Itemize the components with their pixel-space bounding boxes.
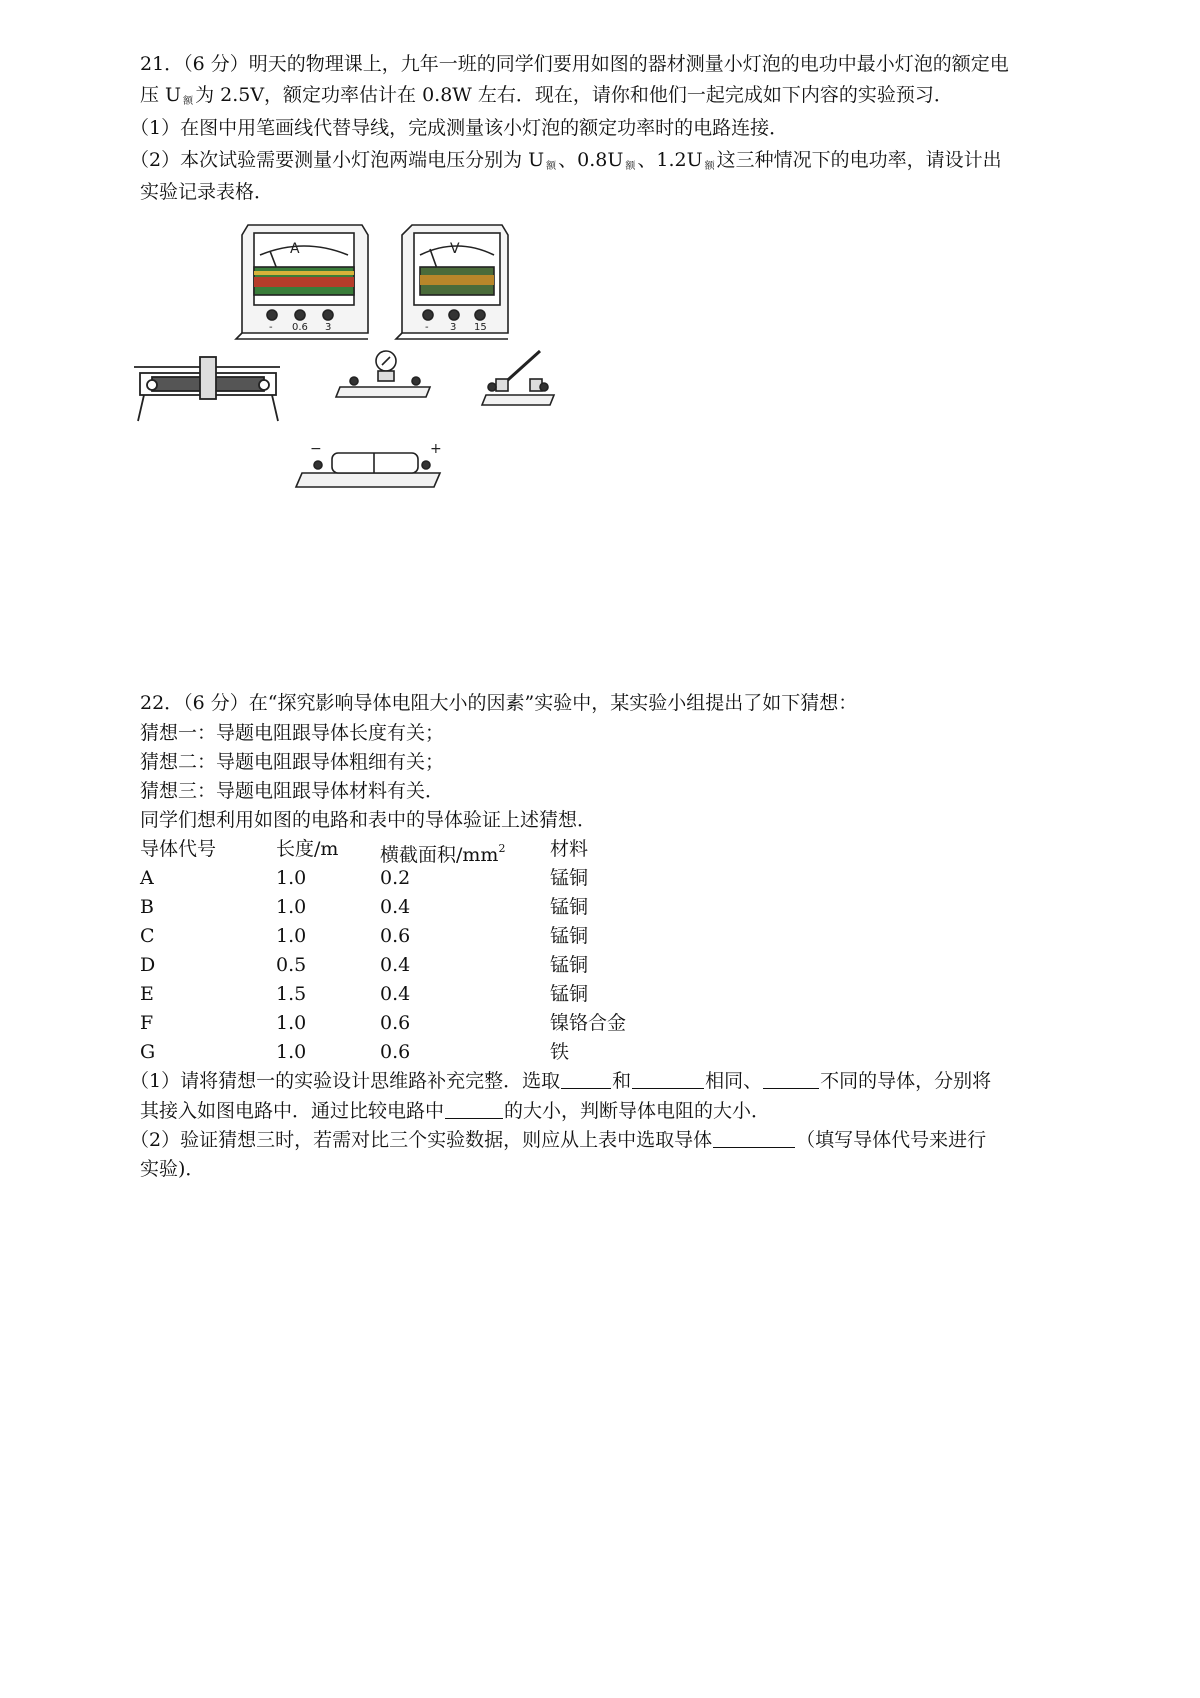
- q22-sub1: [130, 1069, 991, 1093]
- cell-length: 1.5: [276, 983, 307, 1005]
- cell-area: 0.4: [380, 954, 411, 976]
- q22-sub1-d: 不同的导体，分别将: [820, 1070, 992, 1092]
- subscript-rated: 额: [704, 161, 715, 172]
- subscript-rated: 额: [183, 96, 194, 107]
- q21-item1: （1）在图中用笔画线代替导线，完成测量该小灯泡的额定功率时的电路连接．: [130, 117, 789, 139]
- q21-line2: [140, 83, 953, 114]
- q21-item2-d: 这三种情况下的电功率，请设计出: [716, 149, 1002, 171]
- cell-length: 1.0: [276, 896, 307, 918]
- q22-sub1-b: 和: [612, 1070, 632, 1092]
- cell-material: 铁: [550, 1041, 570, 1063]
- q22-sub2-b: （填写导体代号来进行: [796, 1129, 987, 1151]
- header-area-superscript: 2: [498, 842, 506, 855]
- q22-sub2-a: （2）验证猜想三时，若需对比三个实验数据，则应从上表中选取导体: [130, 1129, 713, 1151]
- q22-sub1-c: 相同、: [705, 1070, 763, 1092]
- q21-item2-c: 、1.2U: [637, 149, 703, 171]
- cell-material: 锰铜: [550, 954, 589, 976]
- cell-code: C: [140, 925, 155, 947]
- table-row: [140, 924, 840, 948]
- q22-sub2-line2: 实验)．: [140, 1158, 205, 1180]
- q21-item2: [130, 148, 1002, 179]
- apparatus-figure: [130, 215, 610, 515]
- cell-code: D: [140, 954, 156, 976]
- battery-plus: +: [430, 441, 442, 457]
- voltmeter-terminal-15: 15: [474, 322, 487, 333]
- cell-code: F: [140, 1012, 154, 1034]
- q21-item2-a: （2）本次试验需要测量小灯泡两端电压分别为 U: [130, 149, 545, 171]
- battery-minus: −: [310, 441, 322, 457]
- cell-length: 1.0: [276, 1041, 307, 1063]
- q22-guess1: 猜想一：导题电阻跟导体长度有关；: [140, 722, 445, 744]
- q22-guess3: 猜想三：导题电阻跟导体材料有关．: [140, 780, 445, 802]
- knife-switch: [482, 351, 554, 405]
- cell-area: 0.2: [380, 867, 411, 889]
- cell-code: A: [140, 867, 154, 889]
- q22-sub1-line2: [140, 1099, 770, 1123]
- answer-blank-4[interactable]: [445, 1100, 503, 1119]
- q22-sub1-line2-b: 的大小，判断导体电阻的大小．: [504, 1100, 771, 1122]
- cell-code: G: [140, 1041, 156, 1063]
- cell-code: E: [140, 983, 154, 1005]
- answer-blank-5[interactable]: [713, 1129, 795, 1148]
- voltmeter-symbol: V: [450, 241, 460, 257]
- voltmeter-terminal-3: 3: [450, 322, 457, 333]
- ammeter-terminal-06: 0.6: [292, 322, 308, 333]
- voltmeter-terminal-neg: -: [425, 322, 429, 333]
- table-row: [140, 895, 840, 919]
- header-code: 导体代号: [140, 838, 217, 860]
- cell-material: 镍铬合金: [550, 1012, 627, 1034]
- answer-blank-2[interactable]: [632, 1070, 704, 1089]
- lamp-holder: [336, 351, 430, 397]
- cell-length: 1.0: [276, 867, 307, 889]
- table-row: [140, 953, 840, 977]
- subscript-rated: 额: [625, 161, 636, 172]
- cell-material: 锰铜: [550, 983, 589, 1005]
- table-row: [140, 1011, 840, 1035]
- cell-material: 锰铜: [550, 867, 589, 889]
- q21-item2-line2: 实验记录表格．: [140, 181, 274, 203]
- cell-length: 1.0: [276, 925, 307, 947]
- battery-pack: [296, 453, 440, 487]
- cell-area: 0.6: [380, 1012, 411, 1034]
- ammeter-terminal-neg: -: [269, 322, 273, 333]
- header-area: [380, 837, 505, 867]
- table-row: [140, 982, 840, 1006]
- cell-area: 0.6: [380, 925, 411, 947]
- cell-material: 锰铜: [550, 925, 589, 947]
- cell-area: 0.4: [380, 983, 411, 1005]
- header-length: 长度/m: [276, 838, 339, 860]
- cell-material: 锰铜: [550, 896, 589, 918]
- table-row: [140, 866, 840, 890]
- cell-length: 1.0: [276, 1012, 307, 1034]
- cell-code: B: [140, 896, 154, 918]
- q22-sub1-line2-a: 其接入如图电路中．通过比较电路中: [140, 1100, 445, 1122]
- answer-blank-1[interactable]: [561, 1070, 611, 1089]
- header-area-label: 横截面积/mm: [380, 844, 499, 866]
- ammeter-terminal-3: 3: [325, 322, 332, 333]
- ammeter-symbol: A: [290, 241, 300, 257]
- q21-line2-pre: 压 U: [140, 84, 182, 106]
- q22-guess2: 猜想二：导题电阻跟导体粗细有关；: [140, 751, 445, 773]
- table-row: [140, 1040, 840, 1064]
- cell-area: 0.6: [380, 1041, 411, 1063]
- q22-purpose: 同学们想利用如图的电路和表中的导体验证上述猜想．: [140, 809, 597, 831]
- q22-sub2: [130, 1128, 986, 1152]
- cell-length: 0.5: [276, 954, 307, 976]
- q22-sub1-a: （1）请将猜想一的实验设计思维路补充完整．选取: [130, 1070, 561, 1092]
- subscript-rated: 额: [546, 161, 557, 172]
- cell-area: 0.4: [380, 896, 411, 918]
- sliding-rheostat: [134, 357, 280, 421]
- q22-intro: 22．（6 分）在“探究影响导体电阻大小的因素”实验中，某实验小组提出了如下猜想：: [140, 692, 858, 714]
- header-material: 材料: [550, 838, 589, 860]
- conductor-table-header: [140, 837, 840, 866]
- q21-item2-b: 、0.8U: [558, 149, 624, 171]
- q21-line1: 21．（6 分）明天的物理课上，九年一班的同学们要用如图的器材测量小灯泡的电功中最小灯泡的额定电: [140, 53, 1009, 75]
- answer-blank-3[interactable]: [763, 1070, 819, 1089]
- q21-line2-post: 为 2.5V，额定功率估计在 0.8W 左右．现在，请你和他们一起完成如下内容的实验预习．: [195, 84, 953, 106]
